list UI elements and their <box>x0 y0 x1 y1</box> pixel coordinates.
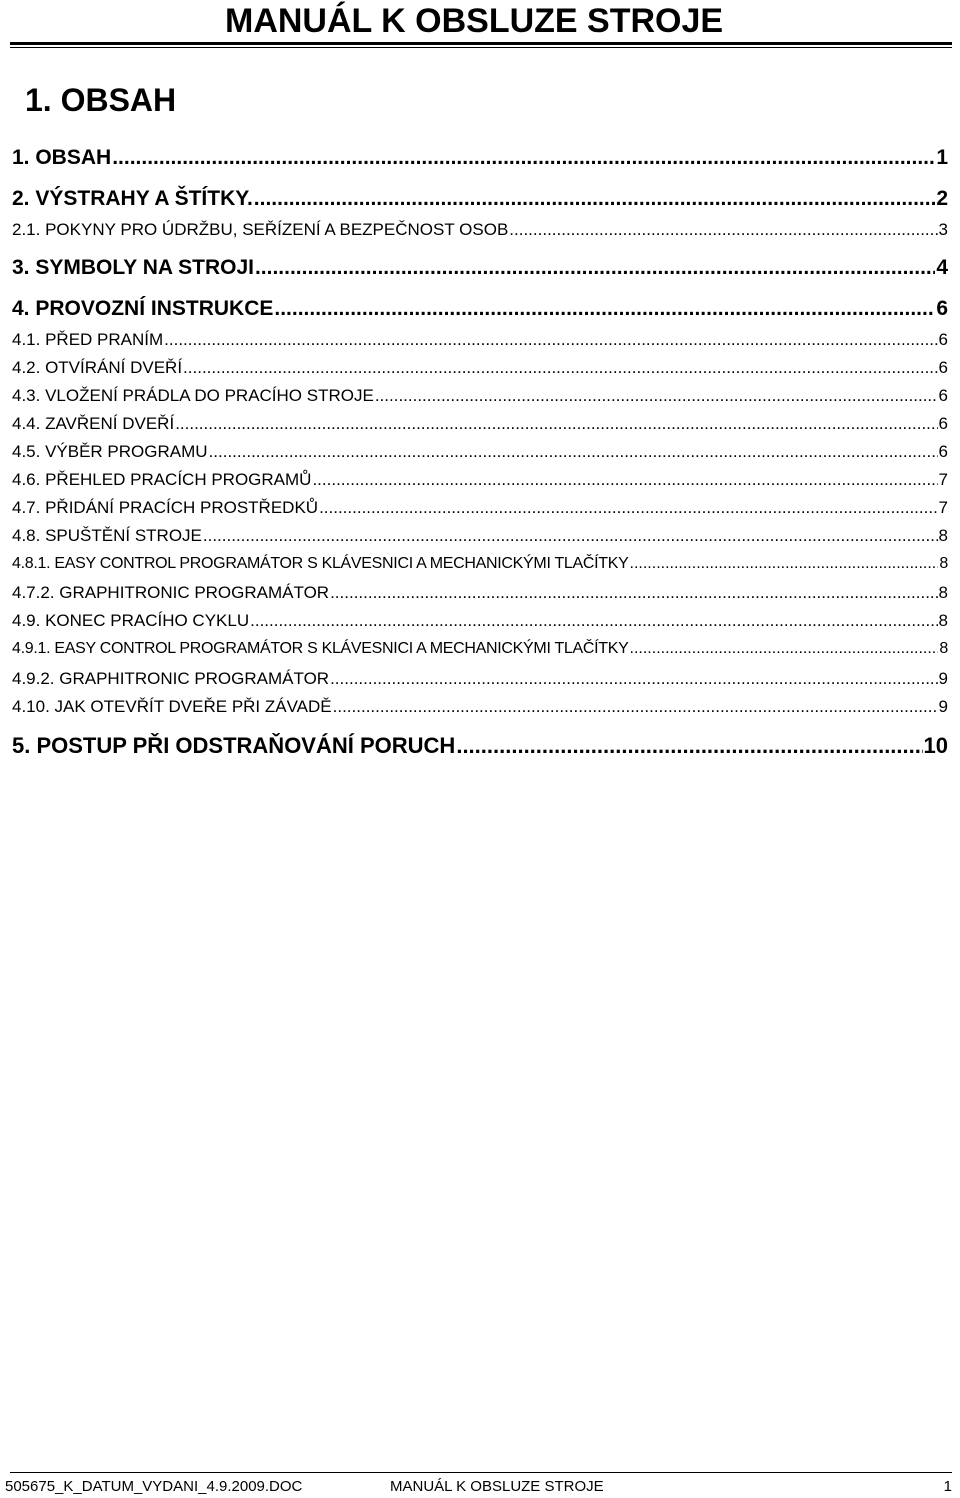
toc-entry[interactable] <box>12 442 948 462</box>
header-rule <box>10 42 952 45</box>
toc-dot-leader <box>456 733 922 759</box>
toc-entry-page: 6 <box>938 330 948 349</box>
toc-entry-page: 6 <box>938 414 948 433</box>
footer-filename: 505675_K_DATUM_VYDANI_4.9.2009.DOC <box>5 1478 303 1495</box>
toc-entry-title: 4.8.1. EASY CONTROL PROGRAMÁTOR S KLÁVESNICI A MECHANICKÝMI TLAČÍTKY <box>12 555 629 572</box>
toc-dot-leader <box>254 187 936 211</box>
toc-entry-title: 4.7. PŘIDÁNÍ PRACÍCH PROSTŘEDKŮ <box>12 498 319 517</box>
toc-entry-page: 4 <box>936 256 948 279</box>
toc-entry-page: 6 <box>938 358 948 377</box>
toc-dot-leader <box>164 330 937 350</box>
footer-title: MANUÁL K OBSLUZE STROJE <box>390 1478 604 1495</box>
toc-dot-leader <box>250 611 937 631</box>
toc-entry-title: 4.10. JAK OTEVŘÍT DVEŘE PŘI ZÁVADĚ <box>12 697 332 716</box>
toc-entry-page: 6 <box>938 386 948 405</box>
toc-entry-page: 3 <box>938 220 948 239</box>
toc-entry-title: 4.4. ZAVŘENÍ DVEŘÍ <box>12 414 175 433</box>
toc-dot-leader <box>375 386 938 406</box>
toc-entry-page: 9 <box>938 669 948 688</box>
toc-entry-page: 10 <box>923 733 948 758</box>
toc-dot-leader <box>630 555 939 573</box>
toc-entry-page: 8 <box>938 611 948 630</box>
toc-entry[interactable] <box>12 297 948 321</box>
toc-entry-title: 3. SYMBOLY NA STROJI <box>12 256 254 279</box>
toc-entry-title: 4.8. SPUŠTĚNÍ STROJE <box>12 526 202 545</box>
footer-rule <box>10 1472 952 1473</box>
toc-entry-page: 1 <box>936 146 948 169</box>
toc-entry[interactable] <box>12 358 948 378</box>
toc-entry[interactable] <box>12 555 948 573</box>
toc-entry-title: 4.9.1. EASY CONTROL PROGRAMÁTOR S KLÁVESNICI A MECHANICKÝMI TLAČÍTKY <box>12 640 629 657</box>
toc-entry-page: 9 <box>938 697 948 716</box>
toc-entry[interactable] <box>12 187 948 211</box>
toc-entry[interactable] <box>12 256 948 280</box>
toc-entry-title: 2.1. POKYNY PRO ÚDRŽBU, SEŘÍZENÍ A BEZPEČNOST OSOB <box>12 220 509 239</box>
toc-entry[interactable] <box>12 146 948 170</box>
toc-dot-leader <box>319 498 937 518</box>
toc-entry[interactable] <box>12 583 948 603</box>
toc-entry[interactable] <box>12 733 948 759</box>
toc-dot-leader <box>183 358 937 378</box>
toc-dot-leader <box>333 697 938 717</box>
toc-entry-page: 7 <box>938 498 948 517</box>
toc-entry-title: 4.9. KONEC PRACÍHO CYKLU <box>12 611 250 630</box>
toc-entry[interactable] <box>12 330 948 350</box>
toc-entry-page: 8 <box>938 526 948 545</box>
toc-dot-leader <box>175 414 937 434</box>
toc-dot-leader <box>112 146 935 170</box>
toc-entry-title: 4.6. PŘEHLED PRACÍCH PROGRAMŮ <box>12 470 312 489</box>
toc-entry-page: 7 <box>938 470 948 489</box>
toc-dot-leader <box>330 669 937 689</box>
toc-dot-leader <box>509 220 937 240</box>
toc-entry[interactable] <box>12 697 948 717</box>
toc-dot-leader <box>209 442 938 462</box>
toc-entry-title: 4.7.2. GRAPHITRONIC PROGRAMÁTOR <box>12 583 330 602</box>
toc-entry-title: 5. POSTUP PŘI ODSTRAŇOVÁNÍ PORUCH <box>12 733 456 758</box>
footer-page-number: 1 <box>943 1478 952 1495</box>
toc-entry[interactable] <box>12 611 948 631</box>
toc-entry-title: 4.3. VLOŽENÍ PRÁDLA DO PRACÍHO STROJE <box>12 386 374 405</box>
toc-dot-leader <box>630 640 939 658</box>
toc-entry-page: 2 <box>936 187 948 210</box>
toc-dot-leader <box>330 583 937 603</box>
document-title: MANUÁL K OBSLUZE STROJE <box>225 2 724 40</box>
toc-entry[interactable] <box>12 640 948 658</box>
toc-entry[interactable] <box>12 414 948 434</box>
toc-dot-leader <box>255 256 935 280</box>
toc-entry-page: 8 <box>939 555 948 572</box>
toc-entry-title: 4.9.2. GRAPHITRONIC PROGRAMÁTOR <box>12 669 330 688</box>
toc-entry[interactable] <box>12 526 948 546</box>
toc-entry-page: 6 <box>936 297 948 320</box>
toc-entry[interactable] <box>12 386 948 406</box>
toc-entry-title: 4.1. PŘED PRANÍM <box>12 330 164 349</box>
toc-entry[interactable] <box>12 220 948 240</box>
toc-dot-leader <box>312 470 937 490</box>
header-rule-thin <box>10 47 952 48</box>
toc-entry-title: 1. OBSAH <box>12 146 112 169</box>
toc-entry-page: 8 <box>938 583 948 602</box>
toc-entry[interactable] <box>12 498 948 518</box>
toc-entry-title: 4. PROVOZNÍ INSTRUKCE <box>12 297 274 320</box>
toc-dot-leader <box>203 526 938 546</box>
section-heading: 1. OBSAH <box>25 82 177 118</box>
toc-entry[interactable] <box>12 669 948 689</box>
toc-entry-title: 4.2. OTVÍRÁNÍ DVEŘÍ <box>12 358 183 377</box>
toc-entry-title: 4.5. VÝBĚR PROGRAMU <box>12 442 208 461</box>
toc-dot-leader <box>274 297 935 321</box>
toc-entry-page: 8 <box>939 640 948 657</box>
toc-entry-page: 6 <box>938 442 948 461</box>
toc-entry[interactable] <box>12 470 948 490</box>
toc-entry-title: 2. VÝSTRAHY A ŠTÍTKY. <box>12 187 253 210</box>
